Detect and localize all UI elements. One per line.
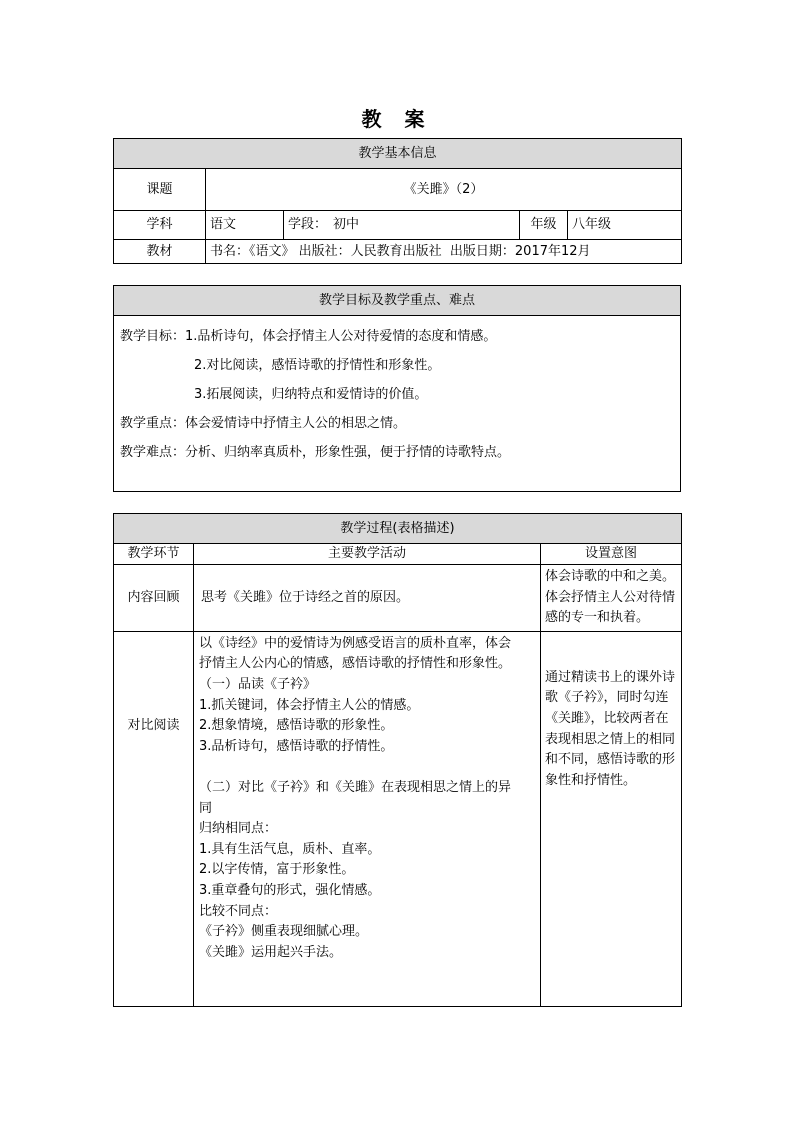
- objectives-header: 教学目标及教学重点、难点: [114, 286, 681, 316]
- stage-label: 学段：: [288, 217, 328, 232]
- topic-value: 《关雎》（2）: [206, 169, 682, 211]
- activity-line: 3.品析诗句，感悟诗歌的抒情性。: [199, 738, 394, 754]
- goal-2: 2.对比阅读，感悟诗歌的抒情性和形象性。: [194, 358, 441, 373]
- activity-line: 3.重章叠句的形式，强化情感。: [199, 882, 381, 898]
- row1-activity: 思考《关雎》位于诗经之首的原因。: [194, 565, 541, 632]
- stage-value: 初中: [333, 217, 360, 232]
- difficult-point: 教学难点：分析、归纳率真质朴，形象性强，便于抒情的诗歌特点。: [120, 445, 511, 460]
- col-header-stage: 教学环节: [114, 544, 194, 565]
- col-header-activity: 主要教学活动: [194, 544, 541, 565]
- row2-stage: 对比阅读: [114, 631, 194, 1006]
- textbook-label: 教材: [114, 240, 206, 264]
- activity-line: （一）品读《子衿》: [199, 676, 317, 692]
- activity-line: （二）对比《子衿》和《关雎》在表现相思之情上的异: [199, 779, 512, 795]
- activity-line: 1.具有生活气息，质朴、直率。: [199, 841, 381, 857]
- activity-line: 以《诗经》中的爱情诗为例感受语言的质朴直率，体会: [199, 635, 512, 651]
- activity-line: 同: [199, 800, 213, 816]
- process-header: 教学过程(表格描述): [114, 514, 682, 544]
- textbook-value: 书名：《语文》 出版社：人民教育出版社 出版日期：2017年12月: [206, 240, 682, 264]
- spacer: [199, 757, 535, 778]
- topic-label: 课题: [114, 169, 206, 211]
- row2-activity: [194, 631, 541, 1006]
- grade-value: 八年级: [568, 211, 682, 240]
- col-header-intent: 设置意图: [541, 544, 682, 565]
- goal-1: 教学目标：1.品析诗句，体会抒情主人公对待爱情的态度和情感。: [120, 329, 497, 344]
- objectives-body: [114, 316, 681, 492]
- goal-3: 3.拓展阅读，归纳特点和爱情诗的价值。: [194, 387, 428, 402]
- activity-line: 2.想象情境，感悟诗歌的形象性。: [199, 718, 394, 734]
- objectives-table: [113, 285, 681, 492]
- activity-line: 《子衿》侧重表现细腻心理。: [199, 924, 369, 940]
- subject-label: 学科: [114, 211, 206, 240]
- basic-info-table: [113, 138, 682, 264]
- activity-line: 2.以字传情，富于形象性。: [199, 862, 355, 878]
- activity-line: 1.抓关键词，体会抒情主人公的情感。: [199, 697, 420, 713]
- activity-line: 《关雎》运用起兴手法。: [199, 944, 343, 960]
- activity-line: 归纳相同点：: [199, 821, 278, 837]
- row1-stage: 内容回顾: [114, 565, 194, 632]
- stage-cell: [284, 211, 520, 240]
- grade-label: 年级: [520, 211, 568, 240]
- activity-line: 比较不同点：: [199, 903, 278, 919]
- document-title: 教 案: [361, 107, 433, 131]
- row2-intent: 通过精读书上的课外诗歌《子衿》，同时勾连《关雎》，比较两者在表现相思之情上的相同和不同，感悟诗歌的形象性和抒情性。: [541, 631, 682, 1006]
- subject-value: 语文: [206, 211, 284, 240]
- key-point: 教学重点：体会爱情诗中抒情主人公的相思之情。: [120, 416, 407, 431]
- activity-line: 抒情主人公内心的情感，感悟诗歌的抒情性和形象性。: [199, 656, 512, 672]
- row1-intent: 体会诗歌的中和之美。体会抒情主人公对待情感的专一和执着。: [541, 565, 682, 632]
- basic-info-header: 教学基本信息: [114, 139, 682, 169]
- process-table: [113, 513, 682, 1007]
